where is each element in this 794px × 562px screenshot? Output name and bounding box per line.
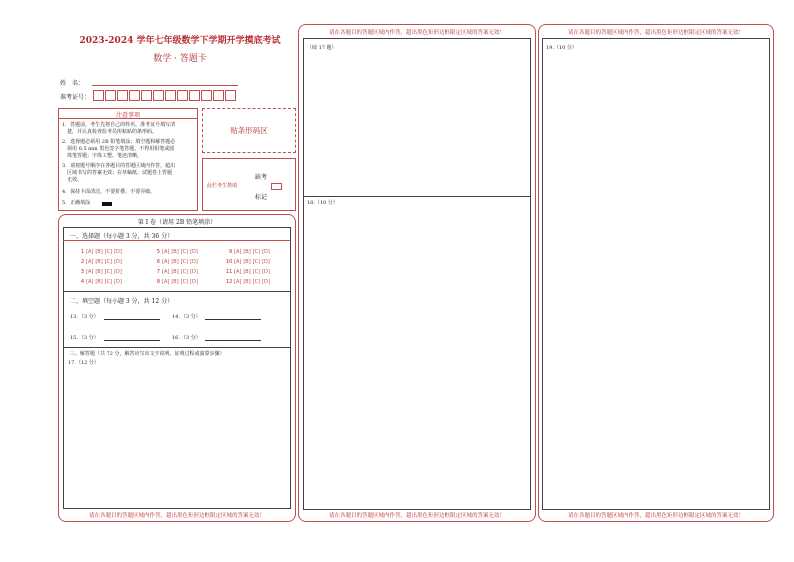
fill-line-16[interactable] xyxy=(205,340,261,341)
barcode-label: 贴条形码区 xyxy=(230,126,268,135)
mc-row[interactable]: 3 [A] [B] [C] [D] xyxy=(80,269,122,275)
note-line: 无效。 xyxy=(62,177,83,183)
mc-title: 一、选择题（每小题 3 分，共 36 分） xyxy=(70,233,174,240)
fill-title: 二、填空题（每小题 3 分，共 12 分） xyxy=(70,298,174,305)
note-line: 5．正确填涂 xyxy=(62,200,91,206)
absent-checkbox[interactable] xyxy=(271,183,282,190)
note-line: 楚，并认真检查监考员所粘贴的条形码。 xyxy=(62,129,158,135)
note-line: 2．选择题必须用 2B 铅笔填涂；填空题和解答题必 xyxy=(62,139,176,145)
fill-line-15[interactable] xyxy=(104,340,160,341)
q18-label: 18.（10 分） xyxy=(307,200,338,206)
note-line: 4．保持卡面清洁，不要折叠、不要弄破。 xyxy=(62,189,156,195)
mc-row[interactable]: 12 [A] [B] [C] [D] xyxy=(226,279,270,285)
mc-row[interactable]: 4 [A] [B] [C] [D] xyxy=(80,279,122,285)
mc-row[interactable]: 10 [A] [B] [C] [D] xyxy=(226,259,270,265)
mc-row[interactable]: 1 [A] [B] [C] [D] xyxy=(80,249,122,255)
fill-item-13: 13．（3 分） xyxy=(70,314,99,320)
absent-label-a: 缺考 xyxy=(255,174,268,181)
note-line: 须用 0.5 mm 黑色签字笔答题，不得用铅笔或圆 xyxy=(62,146,175,152)
warning-text-5: 请在各题目的答题区域内作答，超出黑色矩形边框限定区域的答案无效！ xyxy=(567,513,744,519)
q17-label: 17.（12 分） xyxy=(68,360,99,366)
name-field[interactable] xyxy=(92,85,238,86)
mc-row[interactable]: 2 [A] [B] [C] [D] xyxy=(80,259,122,265)
warning-text-4: 请在各题目的答题区域内作答，超出黑色矩形边框限定区域的答案无效！ xyxy=(567,30,744,36)
absent-label-b: 标记 xyxy=(255,194,268,201)
note-line: 珠笔答题；字体工整、笔迹清晰。 xyxy=(62,153,143,159)
note-line: 1．答题前，考生先将自己的姓名、准考证号填写清 xyxy=(62,122,176,128)
warning-text-1: 请在各题目的答题区域内作答，超出黑色矩形边框限定区域的答案无效！ xyxy=(88,513,265,519)
mc-row[interactable]: 5 [A] [B] [C] [D] xyxy=(156,249,198,255)
warning-text-2: 请在各题目的答题区域内作答，超出黑色矩形边框限定区域的答案无效！ xyxy=(328,30,505,36)
q19-label: 19.（10 分） xyxy=(546,45,577,51)
id-label: 准考证号： xyxy=(60,94,91,101)
solve-title: 三、解答题（共 72 分，解答应写出文字说明、证明过程或演算步骤） xyxy=(70,351,225,357)
fill-item-16: 16．（3 分） xyxy=(172,335,201,341)
notes-title: 注意事项 xyxy=(115,112,140,119)
filled-mark-sample xyxy=(102,202,112,206)
exam-subtitle: 数学 · 答题卡 xyxy=(153,54,207,64)
name-label: 姓 名： xyxy=(60,80,85,87)
warning-text-3: 请在各题目的答题区域内作答，超出黑色矩形边框限定区域的答案无效！ xyxy=(328,513,505,519)
mc-row[interactable]: 8 [A] [B] [C] [D] xyxy=(156,279,198,285)
section1-header: 第 I 卷（请用 2B 铅笔填涂） xyxy=(137,219,217,226)
note-line: 3．请按题号顺序在各题目的答题区域内作答，超出 xyxy=(62,163,176,169)
q17-continued-label: （续 17 题） xyxy=(307,45,337,51)
mc-row[interactable]: 7 [A] [B] [C] [D] xyxy=(156,269,198,275)
fill-line-14[interactable] xyxy=(205,319,261,320)
mc-row[interactable]: 11 [A] [B] [C] [D] xyxy=(226,269,270,275)
fill-item-15: 15．（3 分） xyxy=(70,335,99,341)
fill-line-13[interactable] xyxy=(104,319,160,320)
mc-row[interactable]: 6 [A] [B] [C] [D] xyxy=(156,259,198,265)
answer-area-3[interactable] xyxy=(542,38,770,510)
mc-row[interactable]: 9 [A] [B] [C] [D] xyxy=(228,249,270,255)
exam-title: 2023-2024 学年七年级数学下学期开学摸底考试 xyxy=(79,36,281,46)
fill-item-14: 14．（3 分） xyxy=(172,314,201,320)
absent-note: 此栏考生禁填 xyxy=(207,183,238,189)
note-line: 区域书写的答案无效；在草稿纸、试题卷上答题 xyxy=(62,170,173,176)
answer-area-2[interactable] xyxy=(303,38,531,510)
